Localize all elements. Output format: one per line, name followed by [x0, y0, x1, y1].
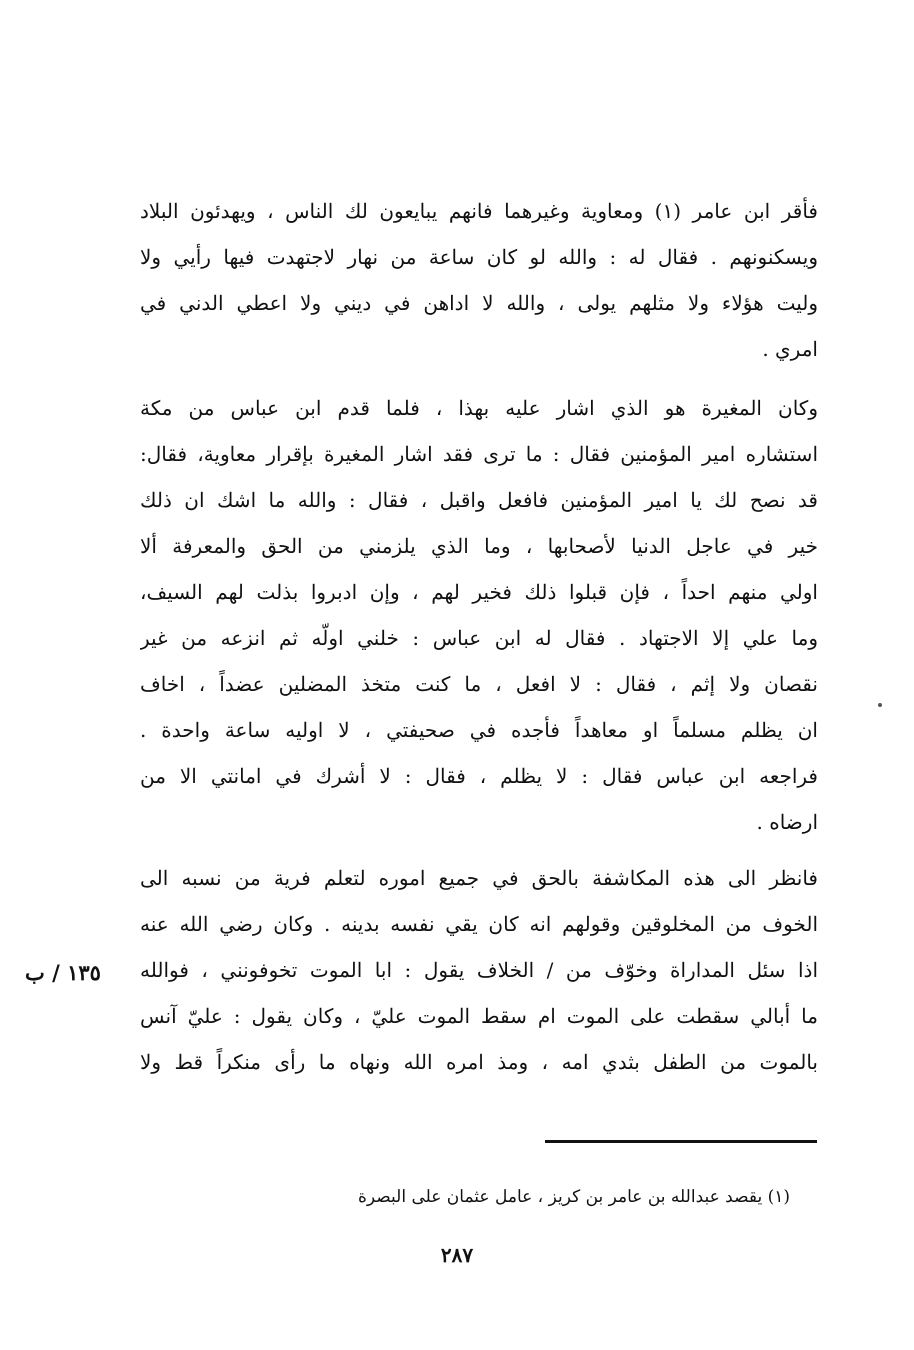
- text-line: الخوف من المخلوقين وقولهم انه كان يقي نفسه بدينه . وكان رضي الله عنه: [140, 912, 818, 936]
- text-line: امري .: [762, 337, 818, 361]
- paragraph-1: [140, 188, 818, 372]
- footnote-divider: [545, 1140, 817, 1143]
- text-line: وما علي إلا الاجتهاد . فقال له ابن عباس : خلني اولّه ثم انزعه من غير: [140, 626, 818, 650]
- text-line: وكان المغيرة هو الذي اشار عليه بهذا ، فلما قدم ابن عباس من مكة: [140, 396, 818, 420]
- footnote: (١) يقصد عبدالله بن عامر بن كريز ، عامل عثمان على البصرة: [358, 1187, 790, 1207]
- page-number: ٢٨٧: [440, 1243, 474, 1267]
- text-line: ارضاه .: [756, 810, 818, 834]
- text-line: قد نصح لك يا امير المؤمنين فافعل واقبل ، فقال : والله ما اشك ان ذلك: [140, 488, 818, 512]
- manuscript-folio-marker: ١٣٥ / ب: [25, 960, 101, 985]
- text-line: بالموت من الطفل بثدي امه ، ومذ امره الله ونهاه ما رأى منكراً قط ولا: [140, 1050, 818, 1074]
- margin-mark: [878, 703, 882, 707]
- text-line: فأقر ابن عامر (١) ومعاوية وغيرهما فانهم يبايعون لك الناس ، ويهدئون البلاد: [140, 199, 818, 223]
- paragraph-3: [140, 855, 818, 1085]
- paragraph-2: [140, 385, 818, 845]
- text-line: وليت هؤلاء ولا مثلهم يولى ، والله لا اداهن في ديني ولا اعطي الدني في: [140, 291, 818, 315]
- text-line: ما أبالي سقطت على الموت ام سقط الموت عليّ ، وكان يقول : عليّ آنس: [140, 1004, 818, 1028]
- text-line: استشاره امير المؤمنين فقال : ما ترى فقد اشار المغيرة بإقرار معاوية، فقال:: [140, 442, 818, 466]
- text-line: ان يظلم مسلماً او معاهداً فأجده في صحيفتي ، لا اوليه ساعة واحدة .: [140, 718, 818, 742]
- text-line: نقصان ولا إثم ، فقال : لا افعل ، ما كنت متخذ المضلين عضداً ، اخاف: [140, 672, 818, 696]
- text-line: ويسكنونهم . فقال له : والله لو كان ساعة من نهار لاجتهدت فيها رأيي ولا: [140, 245, 818, 269]
- text-line: اذا سئل المداراة وخوّف من / الخلاف يقول : ابا الموت تخوفونني ، فوالله: [140, 958, 818, 982]
- text-line: اولي منهم احداً ، فإن قبلوا ذلك فخير لهم ، وإن ادبروا بذلت لهم السيف،: [140, 580, 818, 604]
- text-line: فانظر الى هذه المكاشفة بالحق في جميع اموره لتعلم فرية من نسبه الى: [140, 866, 818, 890]
- text-line: خير في عاجل الدنيا لأصحابها ، وما الذي يلزمني من الحق والمعرفة ألا: [140, 534, 818, 558]
- text-line: فراجعه ابن عباس فقال : لا يظلم ، فقال : لا أشرك في امانتي الا من: [140, 764, 818, 788]
